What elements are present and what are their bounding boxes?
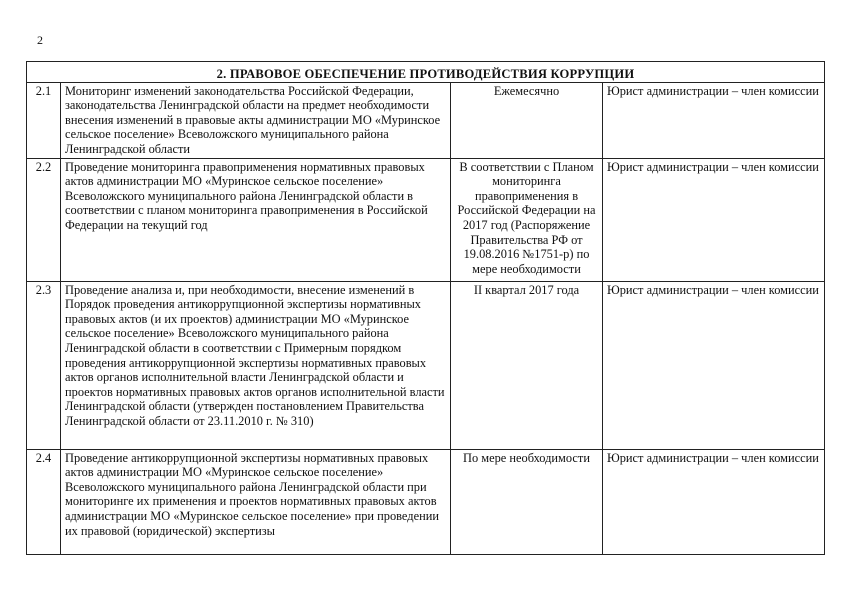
table-row (27, 449, 825, 554)
table-row (27, 158, 825, 281)
row-responsible: Юрист администрации – член комиссии (603, 82, 825, 158)
row-action: Мониторинг изменений законодательства Российской Федерации, законодательства Ленинградской области на предмет необходимости внесения изменений в правовые акты администрации МО «Муринское сельское поселение» Всеволожского муниципального района Ленинградской области (61, 82, 451, 158)
row-action: Проведение мониторинга правоприменения нормативных правовых актов администрации МО «Муринское сельское поселение» Всеволожского муниципального района Ленинградской области в соответствии с планом мониторинга правоприменения в Российской Федерации на текущий год (61, 158, 451, 281)
row-period: Ежемесячно (451, 82, 603, 158)
page-number: 2 (37, 33, 43, 47)
row-number: 2.1 (27, 82, 61, 158)
section-header-row (27, 62, 825, 83)
row-number: 2.2 (27, 158, 61, 281)
row-responsible: Юрист администрации – член комиссии (603, 281, 825, 449)
section-title: 2. ПРАВОВОЕ ОБЕСПЕЧЕНИЕ ПРОТИВОДЕЙСТВИЯ КОРРУПЦИИ (27, 62, 825, 83)
row-number: 2.3 (27, 281, 61, 449)
row-period: В соответствии с Планом мониторинга правоприменения в Российской Федерации на 2017 год (Распоряжение Правительства РФ от 19.08.2016 №1751-р) по мере необходимости (451, 158, 603, 281)
row-responsible: Юрист администрации – член комиссии (603, 158, 825, 281)
row-responsible: Юрист администрации – член комиссии (603, 449, 825, 554)
table-row (27, 82, 825, 158)
row-period: По мере необходимости (451, 449, 603, 554)
row-action: Проведение антикоррупционной экспертизы нормативных правовых актов администрации МО «Муринское сельское поселение» Всеволожского муниципального района Ленинградской области при мониторинге их применения и проектов нормативных правовых актов администрации МО «Муринское сельское поселение» при проведении их правовой (юридической) экспертизы (61, 449, 451, 554)
row-number: 2.4 (27, 449, 61, 554)
table-row (27, 281, 825, 449)
row-period: II квартал 2017 года (451, 281, 603, 449)
row-action: Проведение анализа и, при необходимости, внесение изменений в Порядок проведения антикоррупционной экспертизы нормативных правовых актов (и их проектов) администрации МО «Муринское сельское поселение» Всеволожского муниципального района Ленинградской области в соответствии с Примерным порядком проведения антикоррупционной экспертизы нормативных правовых актов органов исполнительной власти Ленинградской области и проектов нормативных правовых актов органов исполнительной власти Ленинградской области (утвержден постановлением Правительства Ленинградской области от 23.11.2010 г. № 310) (61, 281, 451, 449)
anti-corruption-plan-table (26, 61, 825, 555)
